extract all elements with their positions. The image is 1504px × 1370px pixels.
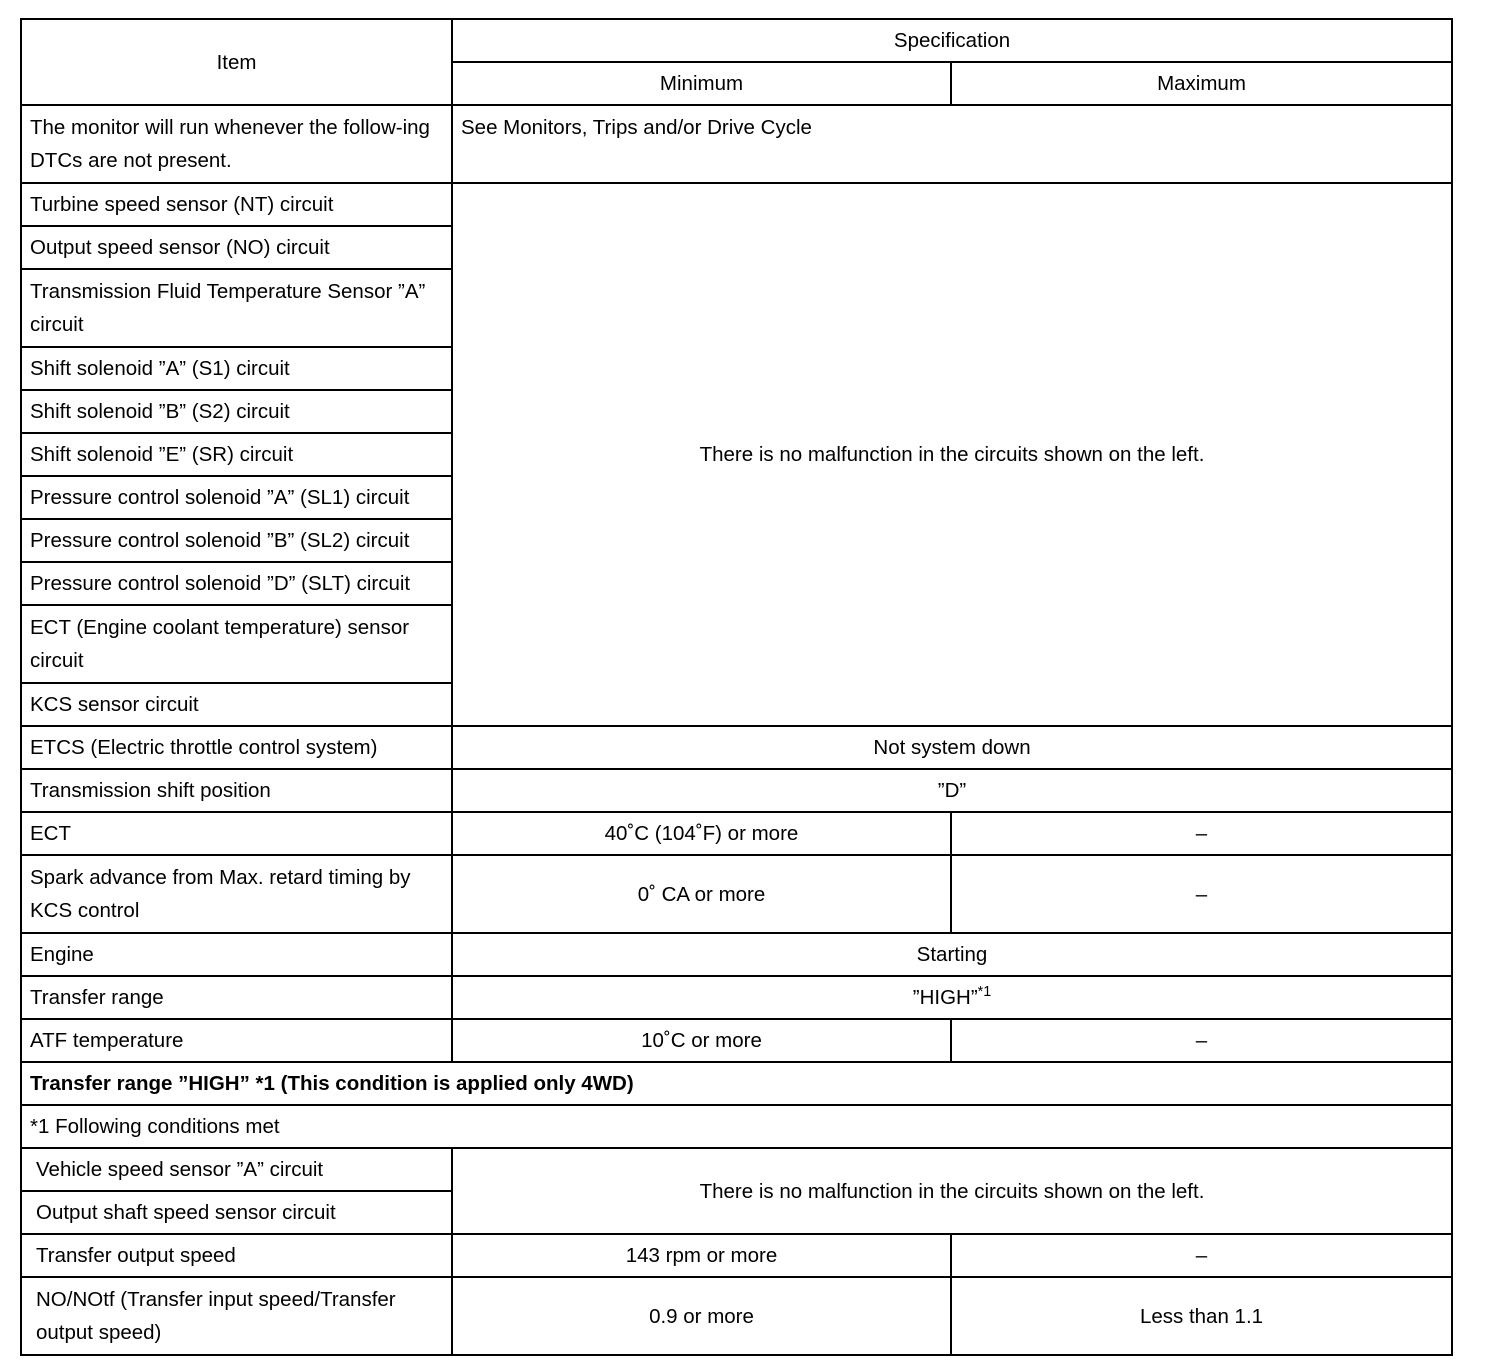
monitor-item: The monitor will run whenever the follow-ing DTCs are not present. — [21, 105, 452, 183]
sub-group-spec: There is no malfunction in the circuits shown on the left. — [452, 1148, 1452, 1234]
header-specification: Specification — [452, 19, 1452, 62]
table-row — [21, 183, 1452, 226]
transfer-range-spec — [452, 976, 1452, 1019]
table-row — [21, 933, 1452, 976]
header-item: Item — [21, 19, 452, 105]
sub-circuit-item: Output shaft speed sensor circuit — [21, 1191, 452, 1234]
monitor-spec: See Monitors, Trips and/or Drive Cycle — [452, 105, 1452, 183]
ratio-max: Less than 1.1 — [951, 1277, 1452, 1355]
circuit-item: ECT (Engine coolant temperature) sensor circuit — [21, 605, 452, 683]
circuit-item: Output speed sensor (NO) circuit — [21, 226, 452, 269]
atf-max: – — [951, 1019, 1452, 1062]
etcs-item: ETCS (Electric throttle control system) — [21, 726, 452, 769]
transfer-output-min: 143 rpm or more — [452, 1234, 951, 1277]
circuit-item: Transmission Fluid Temperature Sensor ”A” circuit — [21, 269, 452, 347]
circuit-item: Pressure control solenoid ”B” (SL2) circuit — [21, 519, 452, 562]
table-row — [21, 105, 1452, 183]
table-row — [21, 1019, 1452, 1062]
table-row — [21, 726, 1452, 769]
engine-spec: Starting — [452, 933, 1452, 976]
circuit-item: Shift solenoid ”B” (S2) circuit — [21, 390, 452, 433]
circuit-group-spec: There is no malfunction in the circuits shown on the left. — [452, 183, 1452, 726]
ect-item: ECT — [21, 812, 452, 855]
circuit-item: Shift solenoid ”E” (SR) circuit — [21, 433, 452, 476]
circuit-item: Pressure control solenoid ”D” (SLT) circuit — [21, 562, 452, 605]
shift-position-spec: ”D” — [452, 769, 1452, 812]
atf-item: ATF temperature — [21, 1019, 452, 1062]
spark-max: – — [951, 855, 1452, 933]
shift-position-item: Transmission shift position — [21, 769, 452, 812]
transfer-note-heading: Transfer range ”HIGH” *1 (This condition is applied only 4WD) — [21, 1062, 1452, 1105]
atf-min: 10˚C or more — [452, 1019, 951, 1062]
circuit-item: Turbine speed sensor (NT) circuit — [21, 183, 452, 226]
circuit-item: KCS sensor circuit — [21, 683, 452, 726]
table-row — [21, 812, 1452, 855]
table-row — [21, 1234, 1452, 1277]
spark-item: Spark advance from Max. retard timing by KCS control — [21, 855, 452, 933]
header-row — [21, 19, 1452, 62]
table-row — [21, 976, 1452, 1019]
table-row — [21, 769, 1452, 812]
circuit-item: Pressure control solenoid ”A” (SL1) circuit — [21, 476, 452, 519]
header-maximum: Maximum — [951, 62, 1452, 105]
table-row — [21, 1277, 1452, 1355]
ect-max: – — [951, 812, 1452, 855]
ect-min: 40˚C (104˚F) or more — [452, 812, 951, 855]
sub-circuit-item: Vehicle speed sensor ”A” circuit — [21, 1148, 452, 1191]
etcs-spec: Not system down — [452, 726, 1452, 769]
spark-min: 0˚ CA or more — [452, 855, 951, 933]
conditions-note: *1 Following conditions met — [21, 1105, 1452, 1148]
transfer-range-item: Transfer range — [21, 976, 452, 1019]
ratio-min: 0.9 or more — [452, 1277, 951, 1355]
table-row — [21, 855, 1452, 933]
footnote-marker: *1 — [977, 984, 992, 1001]
specification-table — [20, 18, 1453, 1356]
transfer-range-value: ”HIGH” — [912, 986, 978, 1009]
engine-item: Engine — [21, 933, 452, 976]
table-row — [21, 1062, 1452, 1105]
transfer-output-max: – — [951, 1234, 1452, 1277]
circuit-item: Shift solenoid ”A” (S1) circuit — [21, 347, 452, 390]
table-row — [21, 1105, 1452, 1148]
header-minimum: Minimum — [452, 62, 951, 105]
ratio-item: NO/NOtf (Transfer input speed/Transfer output speed) — [21, 1277, 452, 1355]
transfer-output-item: Transfer output speed — [21, 1234, 452, 1277]
table-row — [21, 1148, 1452, 1191]
